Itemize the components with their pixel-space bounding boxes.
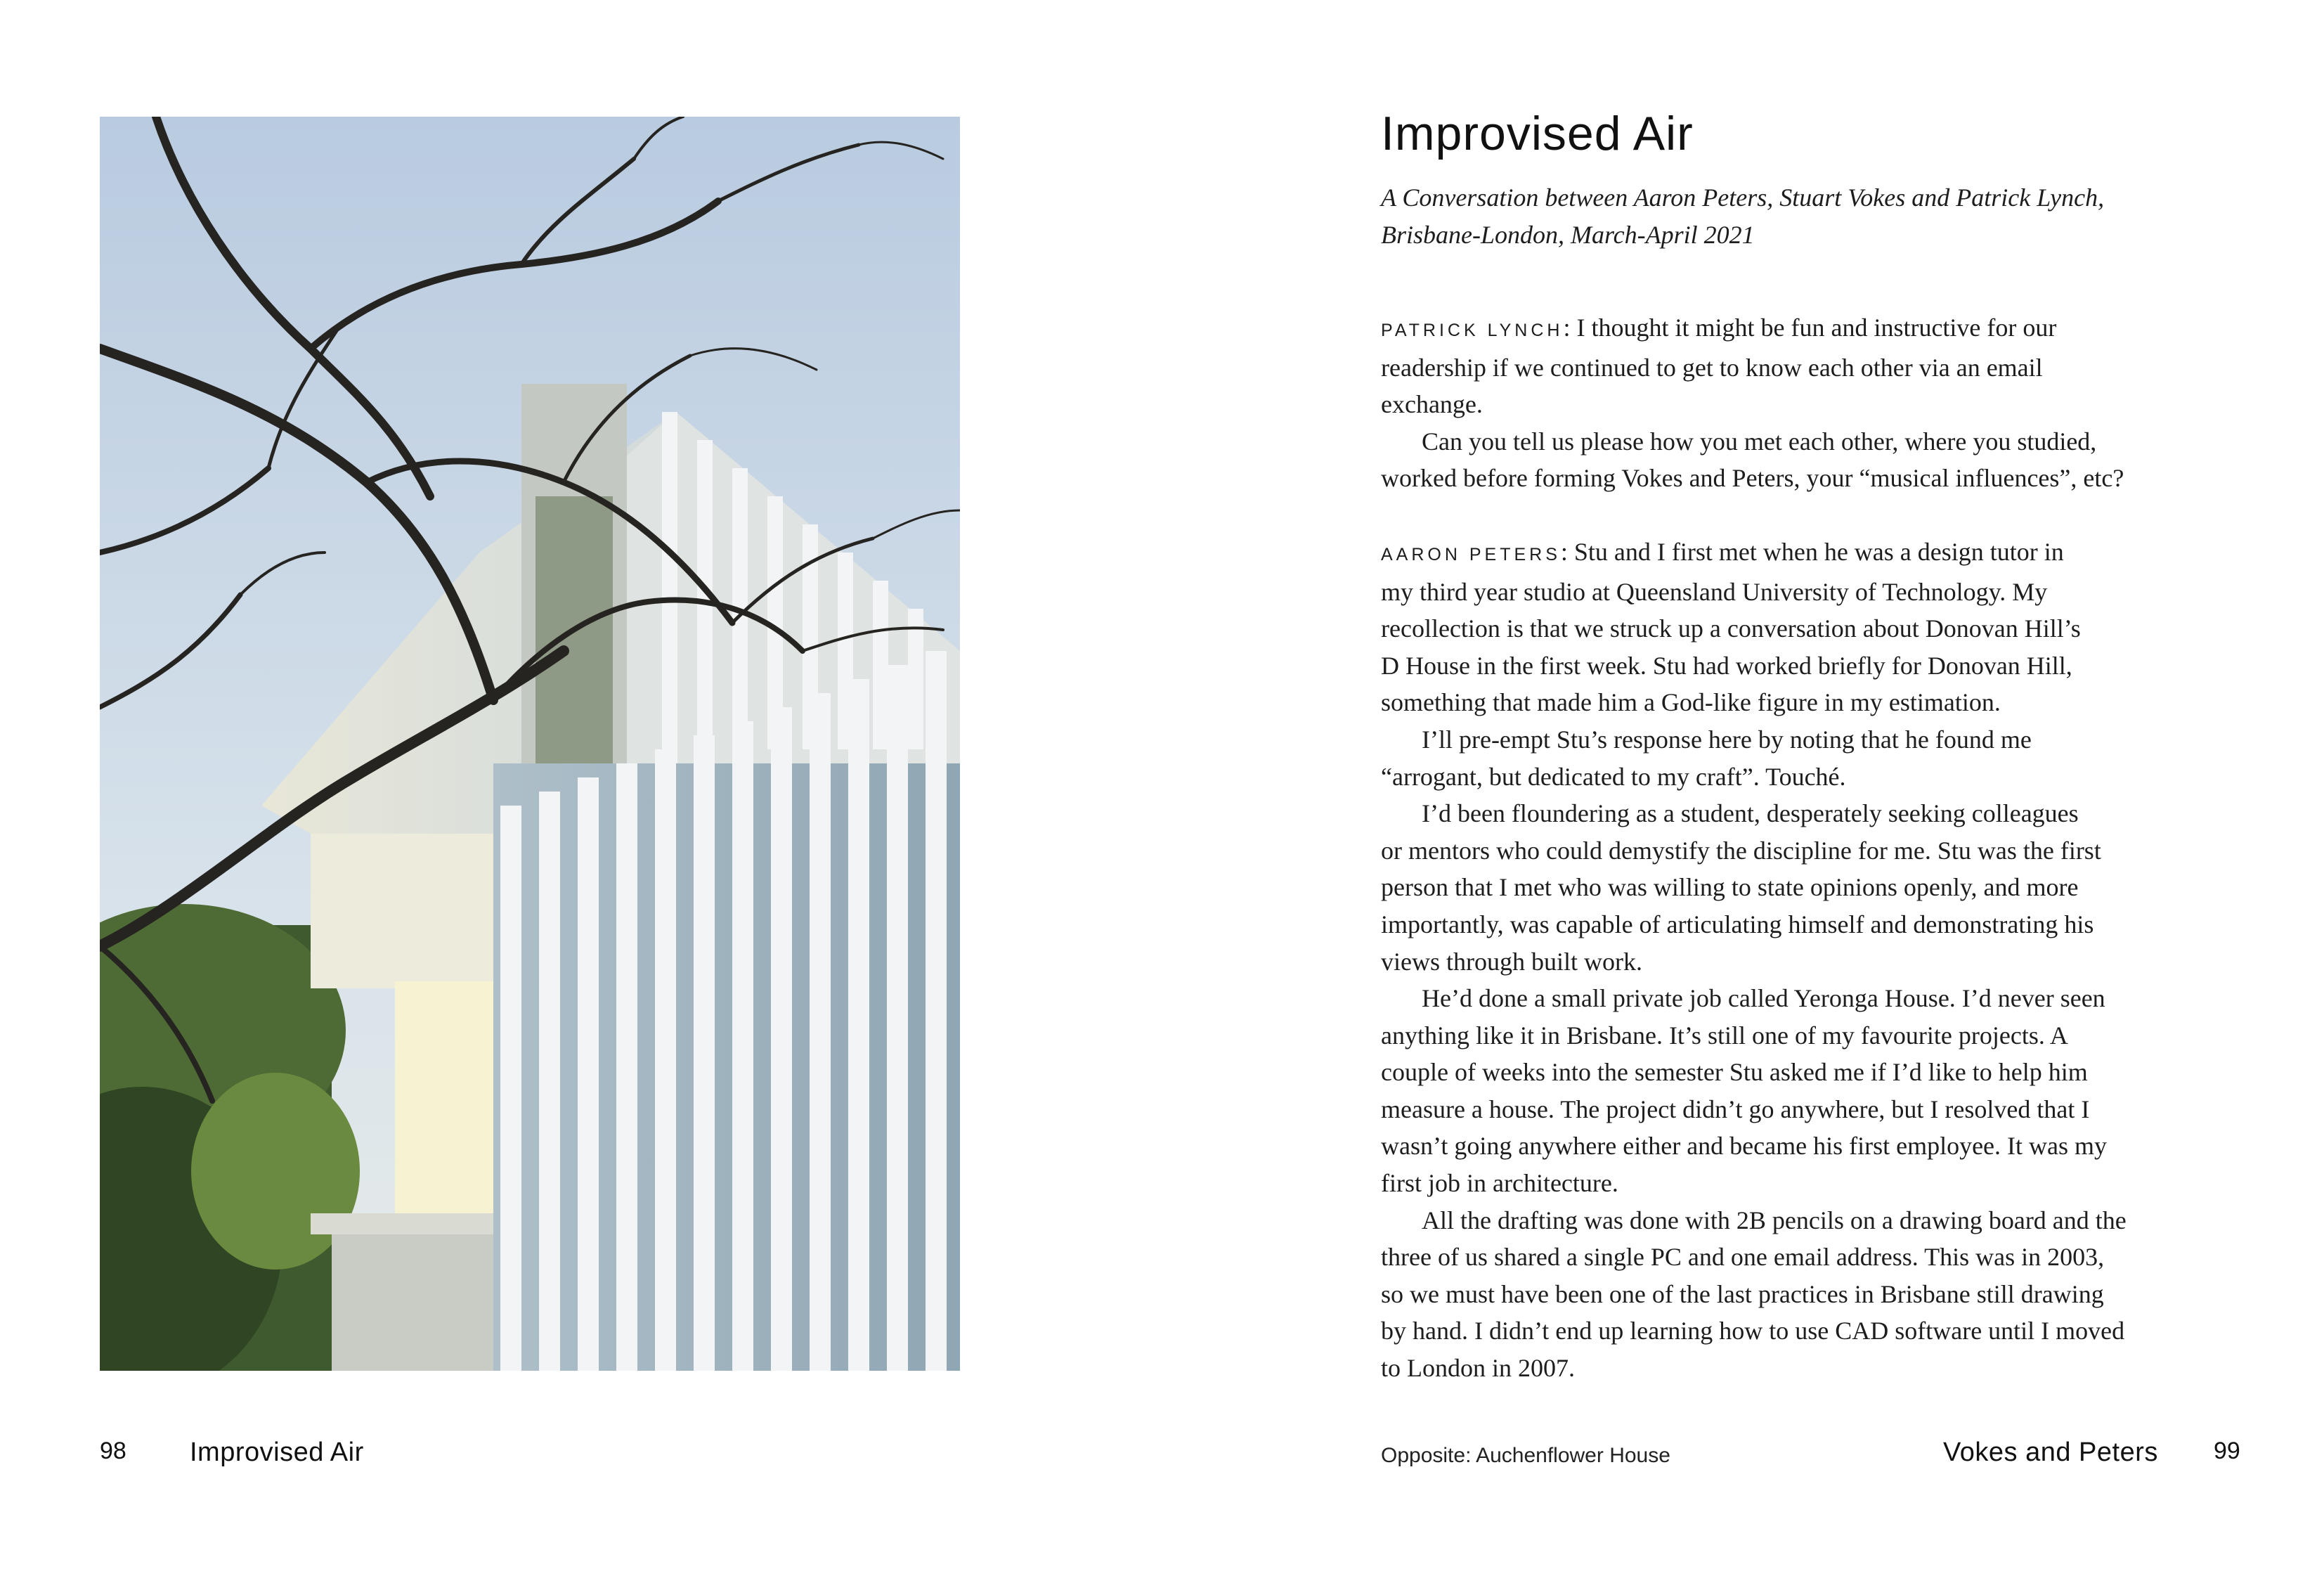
text-line: so we must have been one of the last practices in Brisbane still drawing — [1381, 1279, 2104, 1308]
paragraph — [1381, 309, 2294, 423]
text-line: person that I met who was willing to state opinions openly, and more — [1381, 873, 2079, 902]
text-line: views through built work. — [1381, 947, 1642, 976]
speaker-label: PATRICK LYNCH — [1381, 321, 1564, 340]
text-line: D House in the first week. Stu had worked briefly for Donovan Hill, — [1381, 651, 2072, 680]
text-line: by hand. I didn’t end up learning how to use CAD software until I moved — [1381, 1317, 2125, 1345]
speech-aaron-peters — [1381, 534, 2294, 1387]
text-line: measure a house. The project didn’t go anywhere, but I resolved that I — [1381, 1095, 2090, 1123]
speaker-label: AARON PETERS — [1381, 544, 1561, 564]
subtitle-line: A Conversation between Aaron Peters, Stuart Vokes and Patrick Lynch, — [1381, 183, 2105, 212]
paragraph — [1381, 721, 2294, 795]
article-body — [1381, 309, 2294, 1387]
auchenflower-house-photo — [100, 117, 960, 1371]
photo-caption: Opposite: Auchenflower House — [1381, 1444, 1670, 1467]
text-line: to London in 2007. — [1381, 1354, 1575, 1383]
text-line: Can you tell us please how you met each other, where you studied, — [1422, 427, 2097, 456]
text-line: anything like it in Brisbane. It’s still one of my favourite projects. A — [1381, 1021, 2068, 1050]
text-line: first job in architecture. — [1381, 1169, 1618, 1198]
text-line: recollection is that we struck up a conversation about Donovan Hill’s — [1381, 614, 2081, 643]
text-line: All the drafting was done with 2B pencils on a drawing board and the — [1422, 1206, 2127, 1234]
text-line: importantly, was capable of articulating himself and demonstrating his — [1381, 910, 2094, 938]
paragraph — [1381, 980, 2294, 1202]
text-line: something that made him a God-like figure in my estimation. — [1381, 688, 2001, 717]
speech-patrick-lynch — [1381, 309, 2294, 497]
article-title: Improvised Air — [1381, 107, 1694, 160]
article-subtitle — [1381, 179, 2294, 254]
text-line: I’d been floundering as a student, desperately seeking colleagues — [1422, 799, 2079, 828]
text-line: PATRICK LYNCH: I thought it might be fun and instructive for our — [1381, 314, 2057, 342]
text-line: exchange. — [1381, 390, 1483, 419]
subtitle-line: Brisbane-London, March-April 2021 — [1381, 221, 1755, 249]
text-line: wasn’t going anywhere either and became his first employee. It was my — [1381, 1132, 2108, 1161]
text-line: or mentors who could demystify the discipline for me. Stu was the first — [1381, 836, 2101, 865]
running-title-left: Improvised Air — [190, 1438, 364, 1467]
paragraph — [1381, 1202, 2294, 1387]
page-number-left: 98 — [100, 1438, 126, 1464]
text-line: three of us shared a single PC and one email address. This was in 2003, — [1381, 1243, 2105, 1272]
paragraph — [1381, 423, 2294, 497]
page-number-right: 99 — [2214, 1438, 2240, 1464]
text-line: my third year studio at Queensland University of Technology. My — [1381, 577, 2048, 606]
paragraph — [1381, 534, 2294, 721]
text-line: couple of weeks into the semester Stu asked me if I’d like to help him — [1381, 1058, 2088, 1087]
text-line: worked before forming Vokes and Peters, your “musical influences”, etc? — [1381, 464, 2124, 493]
paragraph — [1381, 795, 2294, 980]
text-line: readership if we continued to get to know each other via an email — [1381, 353, 2043, 382]
running-title-right: Vokes and Peters — [1943, 1438, 2158, 1467]
text-line: He’d done a small private job called Yeronga House. I’d never seen — [1422, 984, 2105, 1013]
text-line: “arrogant, but dedicated to my craft”. Touché. — [1381, 762, 1846, 791]
text-run: Stu and I first met when he was a design tutor in — [1573, 537, 2064, 566]
text-line: AARON PETERS: Stu and I first met when he was a design tutor in — [1381, 537, 2064, 566]
text-line: I’ll pre-empt Stu’s response here by noting that he found me — [1422, 725, 2032, 754]
text-run: I thought it might be fun and instructive for our — [1576, 314, 2057, 342]
